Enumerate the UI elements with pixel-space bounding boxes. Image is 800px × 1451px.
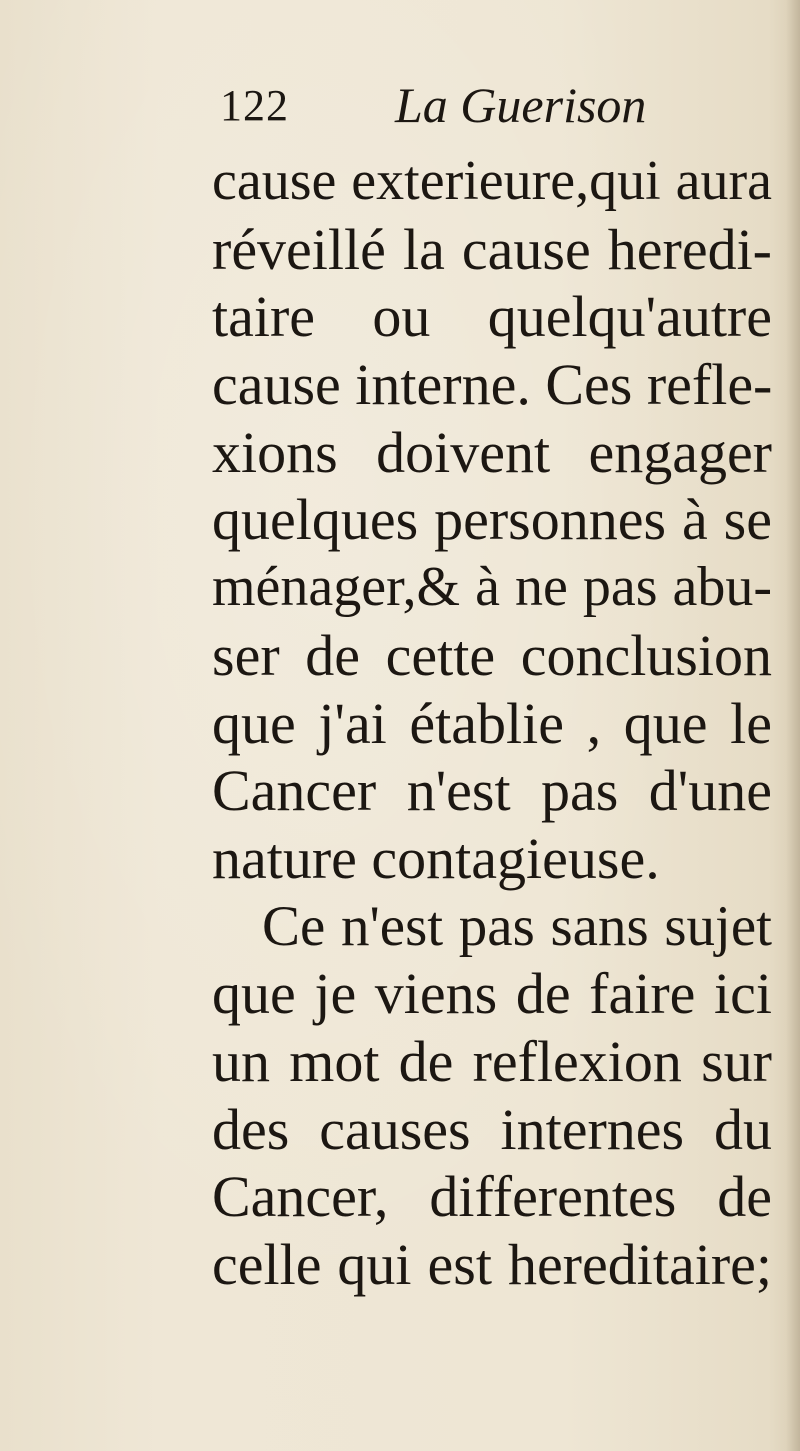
text-line: cause interne. Ces refle- xyxy=(212,352,773,418)
text-line: des causes internes du xyxy=(212,1096,772,1162)
page-number: 122 xyxy=(220,81,289,130)
text-line: Cancer, differentes de xyxy=(212,1164,772,1230)
text-line: cause exterieure,qui aura xyxy=(212,150,772,212)
text-line: que j'ai établie , que le xyxy=(212,690,772,756)
text-line: que je viens de faire ici xyxy=(212,961,772,1027)
running-head: La Guerison xyxy=(395,77,647,133)
text-line: xions doivent engager xyxy=(212,419,772,485)
text-line: celle qui est hereditaire; xyxy=(212,1232,772,1297)
text-line: Cancer n'est pas d'une xyxy=(212,758,772,824)
text-line: réveillé la cause heredi- xyxy=(212,216,772,282)
page-edge-shadow xyxy=(786,0,800,1451)
page-header xyxy=(220,72,760,142)
text-line: ser de cette conclusion xyxy=(212,622,772,688)
text-line: ménager,& à ne pas abu- xyxy=(212,556,772,619)
text-line: taire ou quelqu'autre xyxy=(212,284,772,350)
text-line-indented: Ce n'est pas sans sujet xyxy=(262,894,772,958)
text-line: quelques personnes à se xyxy=(212,487,772,553)
text-line: nature contagieuse. xyxy=(212,825,660,891)
body-text xyxy=(212,148,772,1299)
text-line: un mot de reflexion sur xyxy=(212,1028,772,1094)
